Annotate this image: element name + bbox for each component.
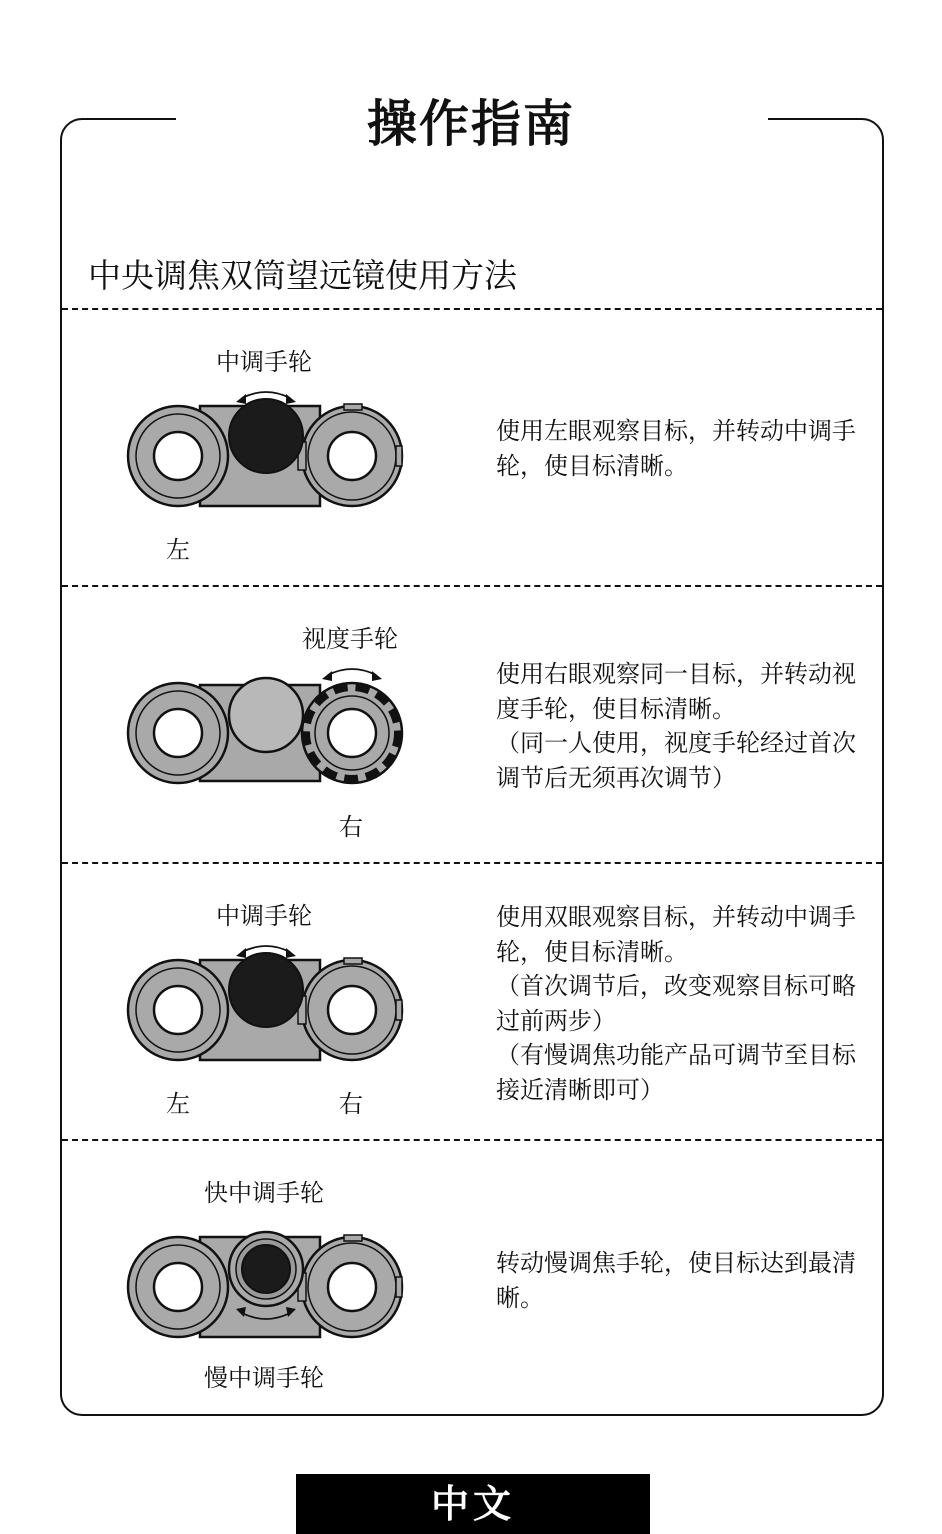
description-note: （首次调节后，改变观察目标可略过前两步） (496, 972, 856, 1035)
slow-center-wheel-label: 慢中调手轮 (204, 1364, 324, 1392)
center-focus-wheel-label: 中调手轮 (216, 348, 312, 376)
divider (62, 308, 882, 310)
right-label: 右 (339, 813, 363, 841)
description-note: （有慢调焦功能产品可调节至目标接近清晰即可） (496, 1041, 856, 1104)
description-line: 转动慢调焦手轮，使目标达到最清晰。 (496, 1249, 856, 1312)
description-note: （同一人使用，视度手轮经过首次调节后无须再次调节） (496, 729, 856, 792)
description-line: 使用左眼观察目标，并转动中调手轮，使目标清晰。 (496, 417, 856, 480)
binoculars-dual-speed-wheel-diagram (120, 1217, 420, 1357)
step-4-description (496, 1246, 876, 1315)
divider (62, 1139, 882, 1141)
step-1-description (496, 414, 876, 483)
divider (62, 862, 882, 864)
step-2-description (496, 657, 876, 795)
page-title: 操作指南 (367, 95, 575, 153)
center-focus-wheel-label: 中调手轮 (216, 902, 312, 930)
binoculars-diopter-wheel-diagram (120, 663, 420, 803)
section-heading: 中央调焦双筒望远镜使用方法 (88, 256, 517, 295)
language-badge: 中文 (296, 1474, 650, 1534)
left-label: 左 (166, 536, 190, 564)
left-label: 左 (166, 1090, 190, 1118)
fast-center-wheel-label: 快中调手轮 (204, 1179, 324, 1207)
binoculars-both-eyes-diagram (120, 940, 420, 1080)
description-line: 使用右眼观察同一目标，并转动视度手轮，使目标清晰。 (496, 660, 856, 723)
diopter-wheel-label: 视度手轮 (302, 625, 398, 653)
right-label: 右 (339, 1090, 363, 1118)
description-line: 使用双眼观察目标，并转动中调手轮，使目标清晰。 (496, 903, 856, 966)
divider (62, 585, 882, 587)
binoculars-center-wheel-diagram (120, 386, 420, 526)
step-3-description (496, 900, 876, 1107)
